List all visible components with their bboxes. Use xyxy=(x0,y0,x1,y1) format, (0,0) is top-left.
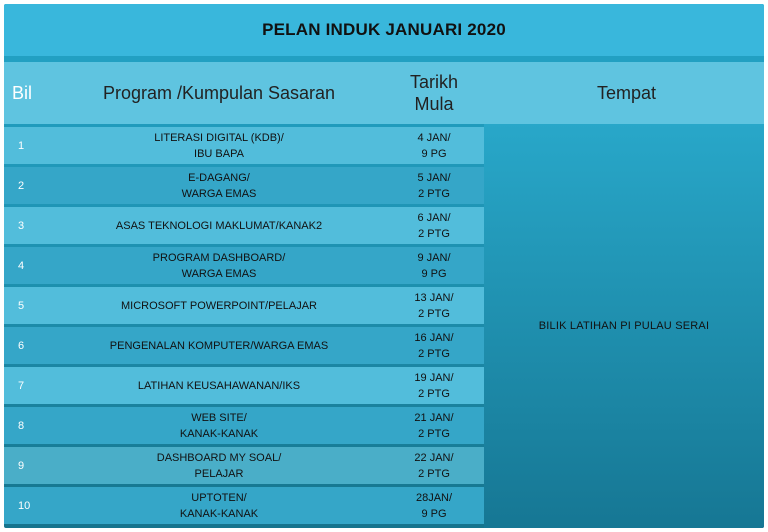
row-date-line2: 2 PTG xyxy=(418,387,450,400)
header-tarikh-line1: Tarikh xyxy=(409,72,458,92)
header-bil: Bil xyxy=(12,83,33,103)
header-tempat: Tempat xyxy=(596,83,657,103)
row-bil: 9 xyxy=(18,459,25,472)
row-program xyxy=(59,287,379,324)
row-program-line1: LITERASI DIGITAL (KDB)/ xyxy=(154,131,284,144)
row-program xyxy=(59,487,379,524)
header-tarikh xyxy=(379,62,489,124)
table-row xyxy=(4,447,484,484)
row-bil: 4 xyxy=(18,259,25,272)
row-bil: 3 xyxy=(18,219,25,232)
table-row xyxy=(4,487,484,524)
table-row xyxy=(4,127,484,164)
row-program-line1: MICROSOFT POWERPOINT/PELAJAR xyxy=(121,299,317,312)
row-program-line2: WARGA EMAS xyxy=(181,187,257,200)
header-program: Program /Kumpulan Sasaran xyxy=(102,83,336,103)
tempat-value: BILIK LATIHAN PI PULAU SERAI xyxy=(484,124,764,528)
row-program-line1: PROGRAM DASHBOARD/ xyxy=(152,251,286,264)
row-date-line1: 22 JAN/ xyxy=(414,451,454,464)
row-program xyxy=(59,167,379,204)
row-bil: 5 xyxy=(18,299,25,312)
row-program-line1: PENGENALAN KOMPUTER/WARGA EMAS xyxy=(109,339,329,352)
row-date-line1: 16 JAN/ xyxy=(414,331,454,344)
table-row xyxy=(4,167,484,204)
header-tarikh-line2: Mula xyxy=(414,94,454,114)
row-date xyxy=(379,287,489,324)
row-date-line2: 9 PG xyxy=(421,147,447,160)
page-title: PELAN INDUK JANUARI 2020 xyxy=(4,4,764,56)
row-date-line1: 4 JAN/ xyxy=(417,131,451,144)
row-program-line1: DASHBOARD MY SOAL/ xyxy=(156,451,282,464)
table-header xyxy=(4,62,764,124)
row-date-line2: 2 PTG xyxy=(418,227,450,240)
row-date-line2: 2 PTG xyxy=(418,187,450,200)
row-date-line2: 9 PG xyxy=(421,267,447,280)
row-date xyxy=(379,127,489,164)
row-program-line2: IBU BAPA xyxy=(194,147,244,160)
row-date-line1: 5 JAN/ xyxy=(417,171,451,184)
row-program xyxy=(59,407,379,444)
row-date-line1: 21 JAN/ xyxy=(414,411,454,424)
row-program xyxy=(59,327,379,364)
row-date xyxy=(379,407,489,444)
row-program-line2: WARGA EMAS xyxy=(181,267,257,280)
row-date-line1: 6 JAN/ xyxy=(417,211,451,224)
row-date xyxy=(379,327,489,364)
row-program-line1: ASAS TEKNOLOGI MAKLUMAT/KANAK2 xyxy=(115,219,323,232)
row-date xyxy=(379,247,489,284)
row-program xyxy=(59,367,379,404)
row-bil: 7 xyxy=(18,379,25,392)
table-row xyxy=(4,367,484,404)
table-row xyxy=(4,287,484,324)
row-date xyxy=(379,167,489,204)
row-date xyxy=(379,447,489,484)
plan-table xyxy=(4,4,764,528)
row-program-line2: KANAK-KANAK xyxy=(179,507,259,520)
row-program-line2: KANAK-KANAK xyxy=(179,427,259,440)
row-program xyxy=(59,447,379,484)
row-date-line1: 13 JAN/ xyxy=(414,291,454,304)
row-bil: 2 xyxy=(18,179,25,192)
table-row xyxy=(4,327,484,364)
row-date-line2: 9 PG xyxy=(421,507,447,520)
row-date-line2: 2 PTG xyxy=(418,347,450,360)
row-program xyxy=(59,127,379,164)
table-row xyxy=(4,407,484,444)
row-date-line2: 2 PTG xyxy=(418,307,450,320)
row-date-line1: 28JAN/ xyxy=(415,491,453,504)
row-date-line2: 2 PTG xyxy=(418,427,450,440)
table-row xyxy=(4,247,484,284)
row-date xyxy=(379,367,489,404)
row-bil: 10 xyxy=(18,499,31,512)
row-program-line1: UPTOTEN/ xyxy=(191,491,247,504)
row-bil: 6 xyxy=(18,339,25,352)
row-program-line2: PELAJAR xyxy=(194,467,244,480)
row-date-line2: 2 PTG xyxy=(418,467,450,480)
row-program-line1: WEB SITE/ xyxy=(191,411,247,424)
row-bil: 8 xyxy=(18,419,25,432)
row-program xyxy=(59,247,379,284)
row-date xyxy=(379,207,489,244)
row-bil: 1 xyxy=(18,139,25,152)
row-program-line1: E-DAGANG/ xyxy=(188,171,250,184)
row-program-line1: LATIHAN KEUSAHAWANAN/IKS xyxy=(137,379,301,392)
row-date xyxy=(379,487,489,524)
row-program xyxy=(59,207,379,244)
row-date-line1: 9 JAN/ xyxy=(417,251,451,264)
row-date-line1: 19 JAN/ xyxy=(414,371,454,384)
table-row xyxy=(4,207,484,244)
